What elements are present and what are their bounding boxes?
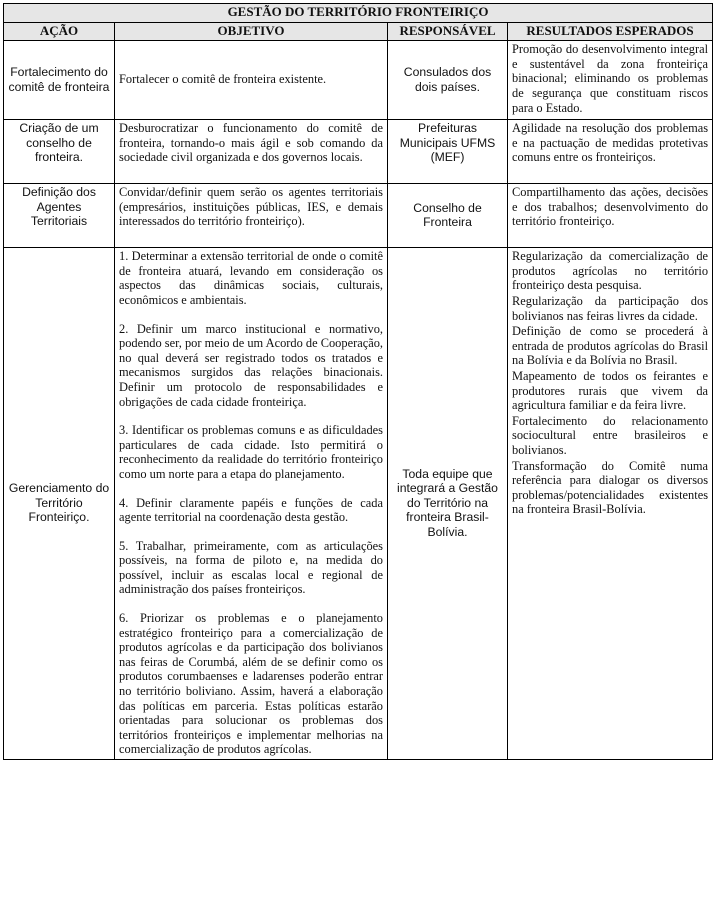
responsavel-cell: Consulados dos dois países. xyxy=(388,41,508,120)
objetivo-cell xyxy=(115,41,388,120)
objetivo-item: 1. Determinar a extensão territorial de onde o comitê de fronteira atuará, levando em consideração os aspectos das dinâmicas sociais, culturais, econômicos e ambientais. xyxy=(119,249,383,307)
objetivo-cell xyxy=(115,120,388,184)
header-responsavel: RESPONSÁVEL xyxy=(388,22,508,41)
objetivo-item: 4. Definir claramente papéis e funções de cada agente territorial na coordenação desta gestão. xyxy=(119,495,383,525)
objetivo-item: 2. Definir um marco institucional e normativo, podendo ser, por meio de um Acordo de Cooperação, no qual deverá ser registrado todos os tratados e mecanismos surgidos das relações binacionais. Definir um protocolo de responsabilidades e obrigações de cada cidade fronteiriça. xyxy=(119,321,383,409)
objetivo-item: 5. Trabalhar, primeiramente, com as articulações possíveis, na forma de piloto e, na medida do possível, incluir as escalas local e regional de administração dos países fronteiriços. xyxy=(119,538,383,597)
header-row xyxy=(4,22,713,41)
resultado-item: Transformação do Comitê numa referência para dialogar os diversos problemas/potencialidades existentes na fronteira Brasil-Bolívia. xyxy=(512,458,709,517)
resultado-item: Mapeamento de todos os feirantes e produtores rurais que vivem da agricultura familiar e da feira livre. xyxy=(512,368,709,413)
resultados-cell xyxy=(508,184,713,248)
resultado-item: Regularização da participação dos bolivianos nas feiras livres da cidade. xyxy=(512,293,709,323)
acao-cell: Fortalecimento do comitê de fronteira xyxy=(4,41,115,120)
table-row xyxy=(4,120,713,184)
resultados-cell xyxy=(508,120,713,184)
table-row xyxy=(4,41,713,120)
objetivo-item: 3. Identificar os problemas comuns e as dificuldades particulares de cada cidade. Isto permitirá o reconhecimento da realidade do território fronteiriço como um norte para a etapa do planejamento. xyxy=(119,423,383,481)
resultado-item: Fortalecimento do relacionamento sociocultural entre brasileiros e bolivianos. xyxy=(512,413,709,457)
responsavel-cell: Toda equipe que integrará a Gestão do Território na fronteira Brasil-Bolívia. xyxy=(388,248,508,760)
gestao-table xyxy=(3,3,713,760)
acao-cell: Criação de um conselho de fronteira. xyxy=(4,120,115,184)
resultado-item: Definição de como se procederá à entrada de produtos agrícolas do Brasil na Bolívia e da Bolívia no Brasil. xyxy=(512,324,709,368)
objetivo-text: Desburocratizar o funcionamento do comitê de fronteira, tornando-o mais ágil e sob comando da sociedade civil organizada e dos governos locais. xyxy=(119,121,383,165)
resultados-cell xyxy=(508,41,713,120)
header-objetivo: OBJETIVO xyxy=(115,22,388,41)
acao-cell: Definição dos Agentes Territoriais xyxy=(4,184,115,248)
resultado-item: Regularização da comercialização de produtos agrícolas no território fronteiriço desta pesquisa. xyxy=(512,249,709,293)
header-resultados: RESULTADOS ESPERADOS xyxy=(508,22,713,41)
resultado-text: Promoção do desenvolvimento integral e sustentável da zona fronteiriça binacional; eliminando os problemas de segurança que constituam riscos para o Estado. xyxy=(512,42,709,115)
table-row xyxy=(4,248,713,760)
header-acao: AÇÃO xyxy=(4,22,115,41)
objetivo-item: 6. Priorizar os problemas e o planejamento estratégico fronteiriço para a comercialização de produtos agrícolas e da participação dos bolivianos nas feiras de Corumbá, além de se definir como os produtos corumbaenses e ladarenses poderão entrar no território boliviano. Assim, haverá a elaboração das políticas em parceria. Estas políticas estarão orientadas para solucionar os problemas dos territórios fronteiriços e implementar melhorias na comercialização de produtos agrícolas. xyxy=(119,611,383,757)
objetivo-cell xyxy=(115,184,388,248)
objetivo-text: Fortalecer o comitê de fronteira existente. xyxy=(119,72,327,87)
acao-cell: Gerenciamento do Território Fronteiriço. xyxy=(4,248,115,760)
objetivo-text: Convidar/definir quem serão os agentes territoriais (empresários, instituições públicas, IES, e demais interessados do território fronteiriço). xyxy=(119,185,383,229)
responsavel-cell: Prefeituras Municipais UFMS (MEF) xyxy=(388,120,508,184)
resultados-cell xyxy=(508,248,713,760)
table-title: GESTÃO DO TERRITÓRIO FRONTEIRIÇO xyxy=(4,4,713,23)
responsavel-cell: Conselho de Fronteira xyxy=(388,184,508,248)
table-row xyxy=(4,184,713,248)
objetivo-cell xyxy=(115,248,388,760)
resultado-text: Compartilhamento das ações, decisões e dos trabalhos; desenvolvimento do território fronteiriço. xyxy=(512,185,709,229)
resultado-text: Agilidade na resolução dos problemas e na pactuação de medidas protetivas comuns entre os fronteiriços. xyxy=(512,121,709,165)
